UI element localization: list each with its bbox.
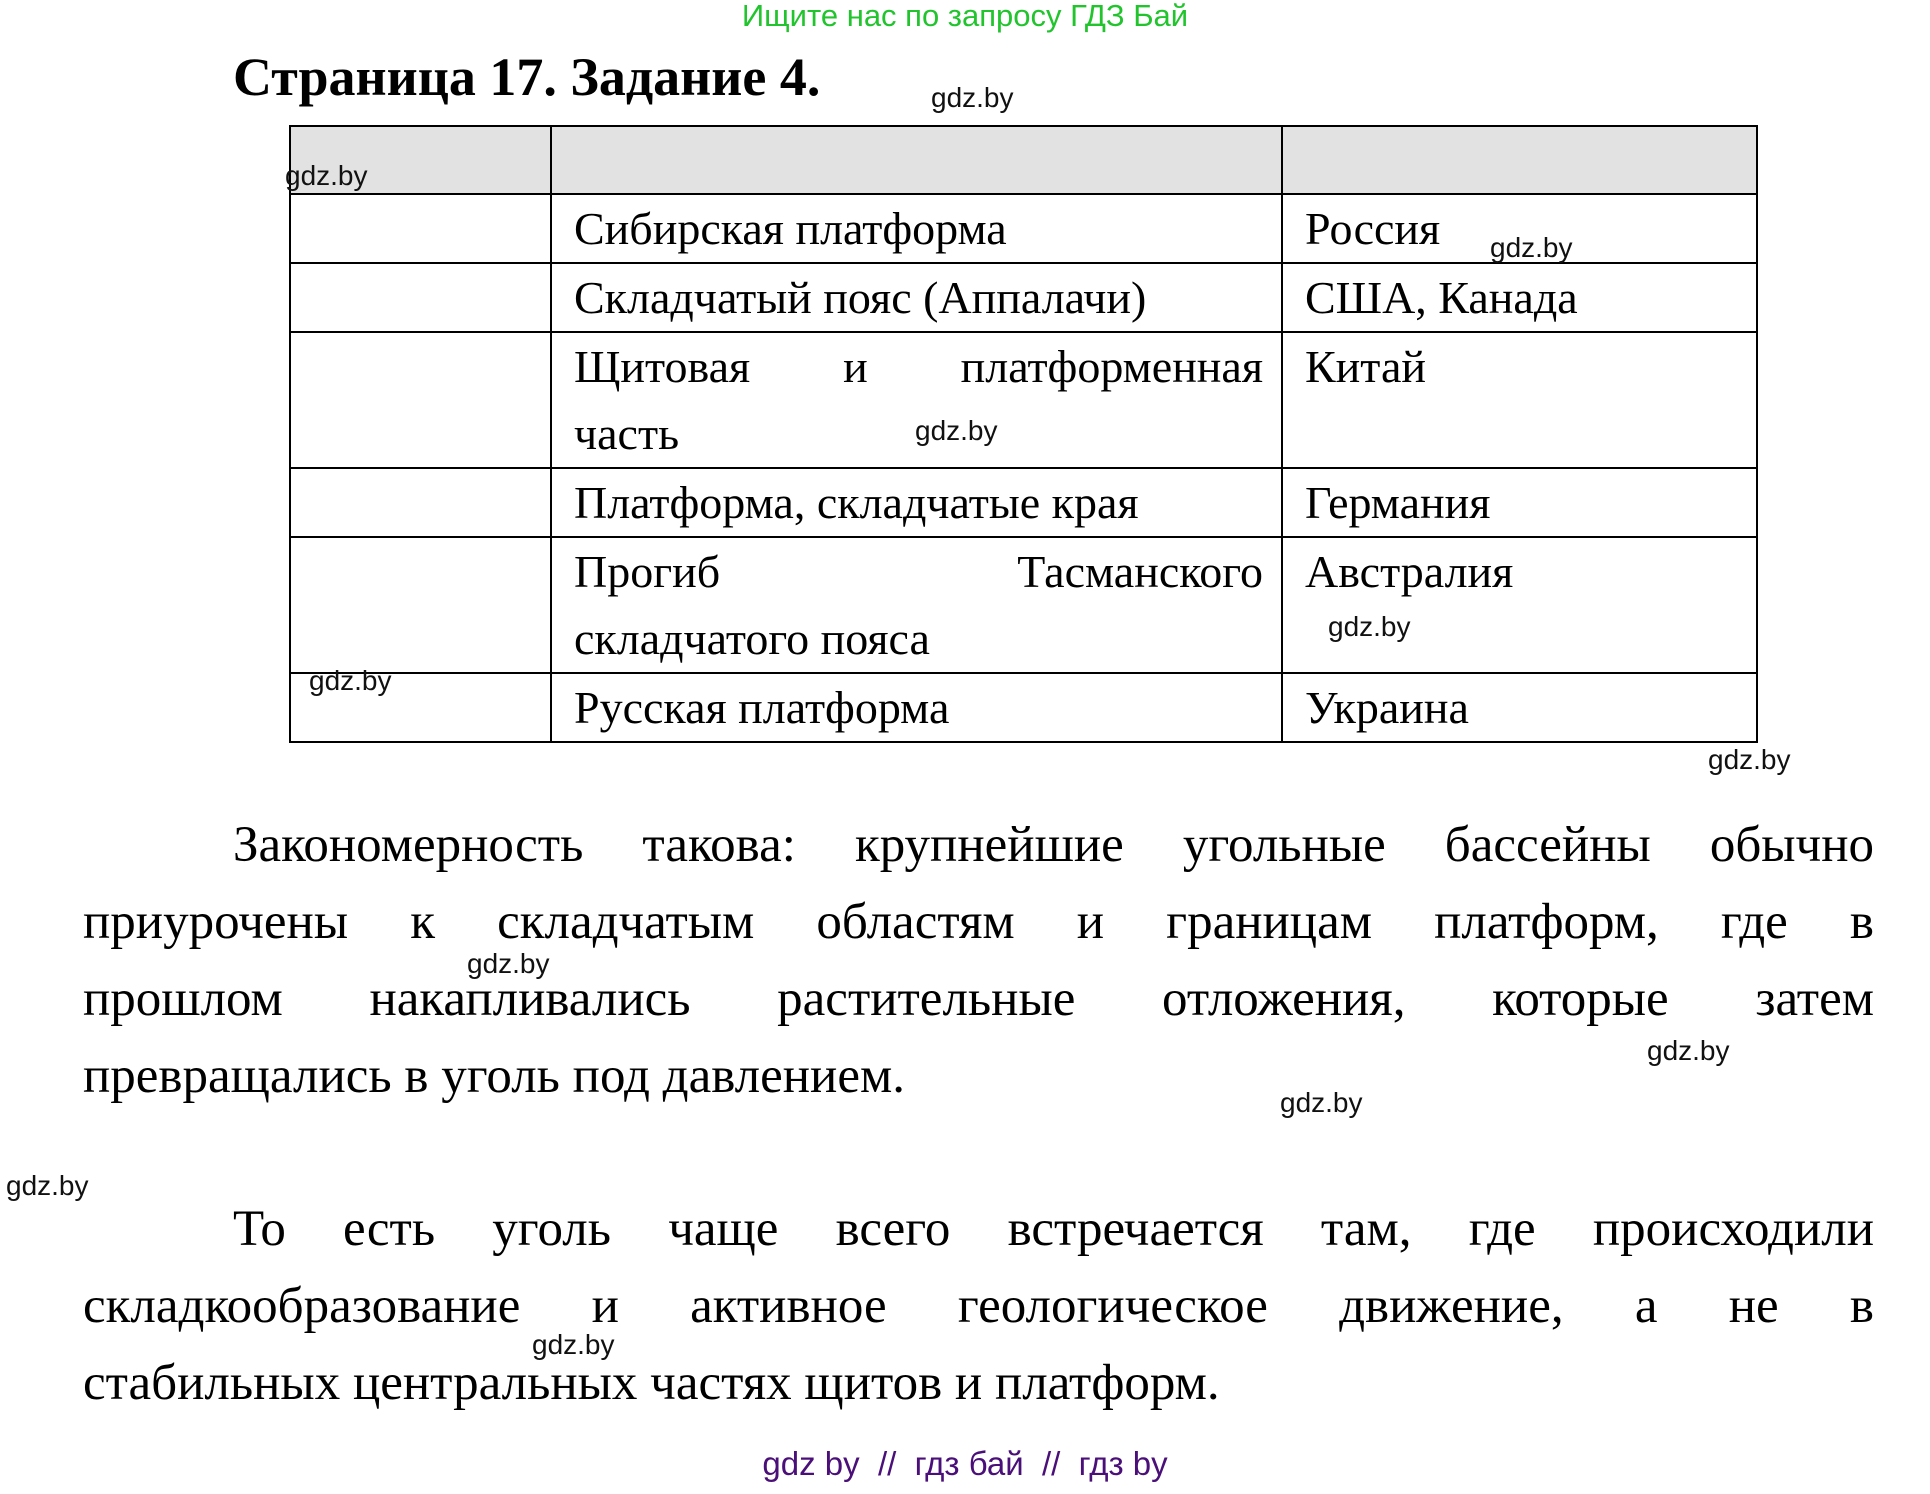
watermark: gdz.by: [1328, 611, 1411, 642]
cell-empty: [290, 263, 551, 332]
watermark: gdz.by: [931, 82, 1014, 113]
cell-country: Россия: [1282, 194, 1757, 263]
watermark: gdz.by: [285, 160, 368, 191]
watermark: gdz.by: [309, 665, 392, 696]
cell-empty: [290, 468, 551, 537]
watermark: gdz.by: [467, 948, 550, 979]
cell-structure: [551, 332, 1282, 468]
text-line: складкообразование и активное геологическое движение, а не в: [83, 1278, 1874, 1334]
cell-line: Прогиб Тасманского: [574, 546, 1263, 597]
table-row: [290, 263, 1757, 332]
cell-structure: Русская платформа: [551, 673, 1282, 742]
paragraph-conclusion: [83, 1191, 1874, 1422]
cell-structure: Платформа, складчатые края: [551, 468, 1282, 537]
cell-structure: [551, 537, 1282, 673]
watermark: gdz.by: [532, 1329, 615, 1360]
text-line: стабильных центральных частях щитов и платформ.: [83, 1355, 1220, 1411]
header-cell: [551, 126, 1282, 194]
watermark: gdz.by: [915, 415, 998, 446]
cell-country: Украина: [1282, 673, 1757, 742]
answer-table: [289, 125, 1758, 743]
watermark: gdz.by: [1647, 1035, 1730, 1066]
cell-empty: [290, 332, 551, 468]
cell-empty: [290, 537, 551, 673]
text-line: превращались в уголь под давлением.: [83, 1048, 906, 1104]
table-row: [290, 332, 1757, 468]
text-line: Закономерность такова: крупнейшие угольные бассейны обычно: [233, 817, 1874, 873]
table-header-row: [290, 126, 1757, 194]
watermark: gdz.by: [1490, 232, 1573, 263]
text-line: То есть уголь чаще всего встречается там, где происходили: [233, 1201, 1874, 1257]
cell-empty: [290, 194, 551, 263]
watermark: gdz.by: [1280, 1087, 1363, 1118]
cell-country: Германия: [1282, 468, 1757, 537]
table-row: [290, 673, 1757, 742]
text-line: прошлом накапливались растительные отложения, которые затем: [83, 971, 1874, 1027]
table-row: [290, 537, 1757, 673]
page-title: Страница 17. Задание 4.: [233, 47, 821, 107]
paragraph-pattern: [83, 807, 1874, 1115]
cell-country: США, Канада: [1282, 263, 1757, 332]
cell-line: складчатого пояса: [574, 613, 930, 664]
watermark: gdz.by: [6, 1170, 89, 1201]
table-row: [290, 468, 1757, 537]
footer-links[interactable]: gdz by // гдз бай // гдз by: [762, 1445, 1168, 1482]
cell-country: Китай: [1282, 332, 1757, 468]
cell-line: часть: [574, 408, 680, 459]
cell-structure: Сибирская платформа: [551, 194, 1282, 263]
watermark: gdz.by: [1708, 744, 1791, 775]
text-line: приурочены к складчатым областям и границам платформ, где в: [83, 894, 1874, 950]
search-banner[interactable]: Ищите нас по запросу ГДЗ Бай: [741, 0, 1189, 33]
cell-line: Щитовая и платформенная: [574, 341, 1263, 392]
cell-country: Австралия: [1282, 537, 1757, 673]
header-cell: [1282, 126, 1757, 194]
cell-structure: Складчатый пояс (Аппалачи): [551, 263, 1282, 332]
